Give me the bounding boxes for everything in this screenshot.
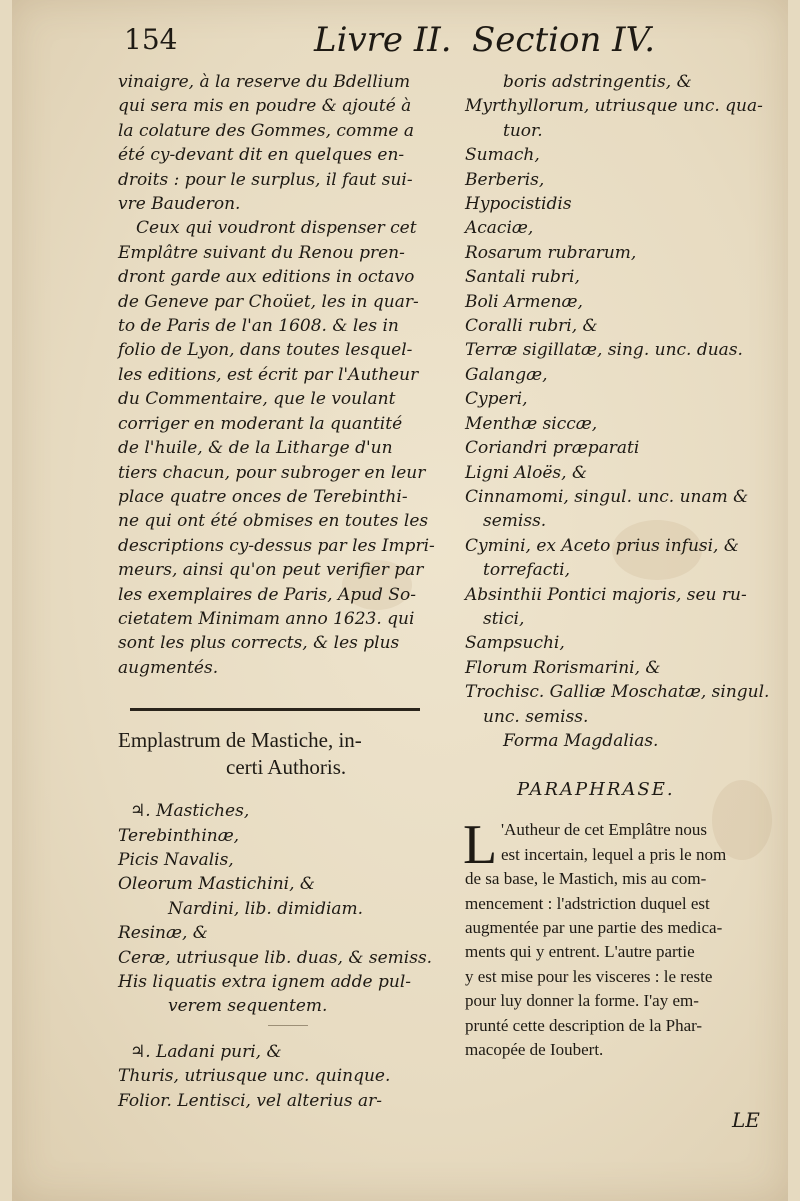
paragraph-2 bbox=[118, 216, 442, 680]
ingredient-line: Hypocistidis bbox=[465, 194, 572, 215]
ingredient-line: Terebinthinæ, bbox=[118, 825, 240, 846]
ingredient-line: Santali rubri, bbox=[465, 267, 580, 288]
text-line: Ceux qui voudront dispenser cet bbox=[136, 218, 417, 239]
ingredient-line: semiss. bbox=[483, 511, 547, 532]
text-line: 'Autheur de cet Emplâtre nous bbox=[501, 820, 708, 840]
text-line: pour luy donner la forme. I'ay em- bbox=[465, 991, 699, 1011]
text-line: est incertain, lequel a pris le nom bbox=[501, 844, 727, 864]
section-rule bbox=[130, 708, 420, 711]
ingredient-list bbox=[465, 70, 783, 753]
text-line: Emplâtre suivant du Renou pren- bbox=[118, 242, 405, 263]
ingredient-line: Terræ sigillatæ, sing. unc. duas. bbox=[465, 340, 743, 361]
text-line: place quatre onces de Terebinthi- bbox=[118, 486, 408, 507]
ingredient-line: Myrthyllorum, utriusque unc. qua- bbox=[465, 96, 763, 117]
text-line: y est mise pour les visceres : le reste bbox=[465, 966, 713, 986]
page-number: 154 bbox=[124, 23, 178, 56]
ingredient-line: stici, bbox=[483, 608, 525, 629]
paragraph-1 bbox=[118, 70, 442, 216]
text-line: droits : pour le surplus, il faut sui- bbox=[118, 169, 413, 190]
ingredient-line: verem sequentem. bbox=[168, 996, 328, 1017]
ingredient-line: Oleorum Mastichini, & bbox=[118, 874, 316, 895]
ingredient-line: Boli Armenæ, bbox=[465, 291, 583, 312]
ingredient-line: Trochisc. Galliæ Moschatæ, singul. bbox=[465, 682, 770, 703]
ingredient-line: Folior. Lentisci, vel alterius ar- bbox=[118, 1090, 382, 1111]
text-line: de sa base, le Mastich, mis au com- bbox=[465, 869, 707, 889]
ingredient-line: Ceræ, utriusque lib. duas, & semiss. bbox=[118, 947, 433, 968]
text-line: de Geneve par Choüet, les in quar- bbox=[118, 291, 419, 312]
small-divider bbox=[268, 1025, 308, 1026]
ingredient-line: Picis Navalis, bbox=[118, 849, 234, 870]
header-book: Livre II. bbox=[314, 20, 452, 60]
text-line: vre Bauderon. bbox=[118, 194, 241, 215]
text-line: tiers chacun, pour subroger en leur bbox=[118, 462, 426, 483]
ingredient-line: Rosarum rubrarum, bbox=[465, 242, 637, 263]
paraphrase-text bbox=[463, 814, 783, 1062]
text-line: augmentée par une partie des medica- bbox=[465, 918, 723, 937]
recipe-ingredients-2 bbox=[118, 1040, 442, 1113]
text-line: de l'huile, & de la Litharge d'un bbox=[118, 438, 393, 459]
ingredient-line: Forma Magdalias. bbox=[503, 730, 659, 751]
text-line: qui sera mis en poudre & ajouté à bbox=[118, 96, 412, 117]
ingredient-line: Cyperi, bbox=[465, 389, 528, 410]
text-line: vinaigre, à la reserve du Bdellium bbox=[118, 72, 411, 92]
header-section: Section IV. bbox=[472, 20, 656, 60]
book-page bbox=[12, 0, 788, 1201]
title-line: certi Authoris. bbox=[226, 755, 347, 780]
ingredient-line: torrefacti, bbox=[483, 560, 571, 581]
ingredient-line: Coriandri præparati bbox=[465, 438, 640, 459]
text-line: sont les plus corrects, & les plus bbox=[118, 633, 400, 654]
text-line: macopée de Ioubert. bbox=[465, 1040, 604, 1060]
ingredient-line: Cymini, ex Aceto prius infusi, & bbox=[465, 535, 739, 556]
ingredient-line: tuor. bbox=[503, 120, 543, 141]
text-line: meurs, ainsi qu'on peut verifier par bbox=[118, 560, 424, 581]
text-line: été cy-devant dit en quelques en- bbox=[118, 145, 405, 166]
text-line: du Commentaire, que le voulant bbox=[118, 389, 396, 410]
text-line: prunté cette description de la Phar- bbox=[465, 1015, 703, 1035]
ingredient-line: Thuris, utriusque unc. quinque. bbox=[118, 1066, 391, 1087]
text-line: la colature des Gommes, comme a bbox=[118, 120, 414, 141]
ingredient-line: ♃. Mastiches, bbox=[130, 801, 250, 822]
text-line: cietatem Minimam anno 1623. qui bbox=[118, 608, 415, 629]
ingredient-line: Nardini, lib. dimidiam. bbox=[168, 898, 364, 919]
ingredient-line: Galangæ, bbox=[465, 364, 548, 385]
text-line: folio de Lyon, dans toutes lesquel- bbox=[118, 340, 413, 361]
text-line: les exemplaires de Paris, Apud So- bbox=[118, 584, 416, 605]
ingredient-line: Acaciæ, bbox=[465, 218, 534, 239]
title-line: Emplastrum de Mastiche, in- bbox=[118, 728, 362, 753]
ingredient-line: Resinæ, & bbox=[118, 923, 208, 944]
ingredient-line: Florum Rorismarini, & bbox=[465, 657, 661, 678]
left-column bbox=[118, 70, 442, 1113]
ingredient-line: Sumach, bbox=[465, 145, 540, 166]
ingredient-line: His liquatis extra ignem adde pul- bbox=[118, 972, 412, 992]
text-line: ments qui y entrent. L'autre partie bbox=[465, 942, 695, 962]
text-line: corriger en moderant la quantité bbox=[118, 413, 403, 434]
running-header bbox=[124, 18, 684, 62]
text-line: ne qui ont été obmises en toutes les bbox=[118, 511, 429, 532]
ingredient-line: Menthæ siccæ, bbox=[465, 413, 598, 434]
ingredient-line: Cinnamomi, singul. unc. unam & bbox=[465, 486, 749, 507]
ingredient-line: ♃. Ladani puri, & bbox=[130, 1041, 282, 1062]
paraphrase-heading: PARAPHRASE. bbox=[517, 779, 675, 801]
text-line: augmentés. bbox=[118, 657, 219, 678]
ingredient-line: Ligni Aloës, & bbox=[465, 462, 588, 483]
text-line: mencement : l'adstriction duquel est bbox=[465, 893, 710, 913]
text-line: descriptions cy-dessus par les Impri- bbox=[118, 535, 435, 556]
text-line: to de Paris de l'an 1608. & les in bbox=[118, 316, 399, 337]
right-column bbox=[465, 70, 783, 1062]
drop-cap: L bbox=[463, 814, 498, 877]
text-line: les editions, est écrit par l'Autheur bbox=[118, 364, 419, 385]
text-line: dront garde aux editions in octavo bbox=[118, 267, 415, 288]
recipe-title bbox=[118, 727, 442, 781]
ingredient-line: boris adstringentis, & bbox=[503, 72, 692, 92]
catchword: LE bbox=[732, 1108, 760, 1132]
ingredient-line: Absinthii Pontici majoris, seu ru- bbox=[465, 584, 747, 605]
ingredient-line: unc. semiss. bbox=[483, 706, 589, 727]
ingredient-line: Coralli rubri, & bbox=[465, 316, 598, 337]
recipe-ingredients-1 bbox=[118, 799, 442, 1019]
ingredient-line: Sampsuchi, bbox=[465, 633, 565, 654]
ingredient-line: Berberis, bbox=[465, 169, 545, 190]
